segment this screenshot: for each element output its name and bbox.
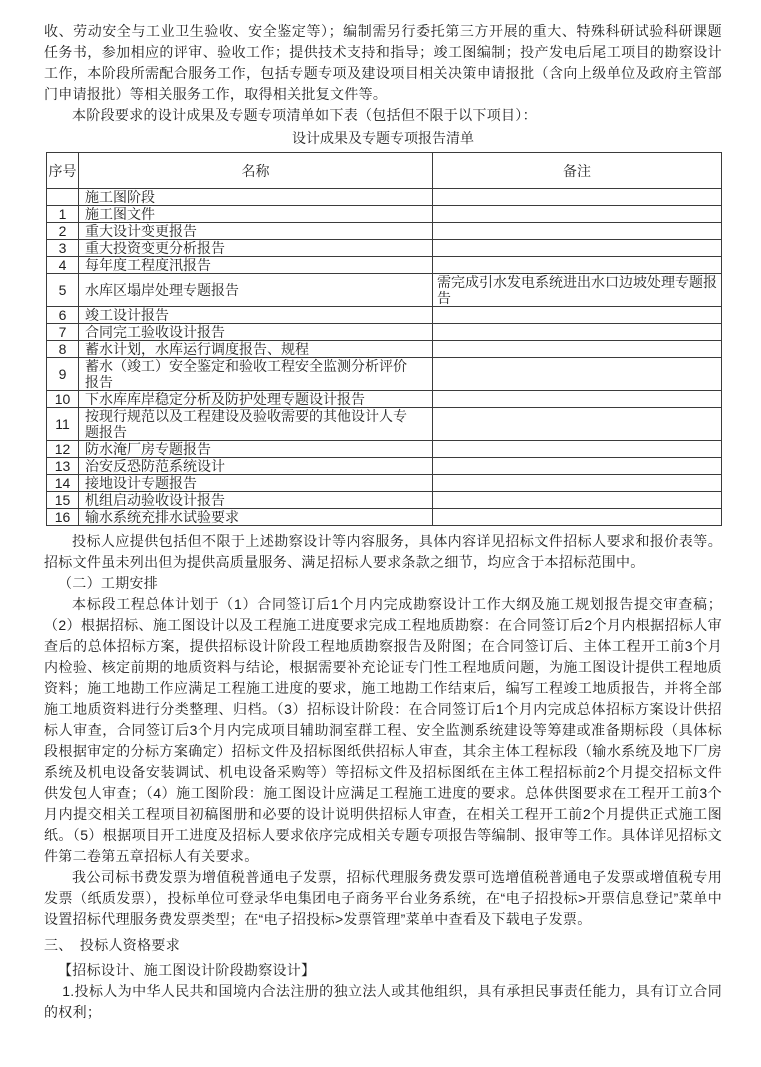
cell-report-name: 按现行规范以及工程建设及验收需要的其他设计人专题报告 (79, 408, 433, 441)
qualification-item-1: 1.投标人为中华人民共和国境内合法注册的独立法人或其他组织，具有承担民事责任能力，具有订立合同的权利； (44, 983, 722, 1020)
table-row (47, 206, 722, 223)
schedule-heading: （二）工期安排 (58, 575, 159, 591)
report-table-body (47, 189, 722, 526)
schedule-paragraph: 本标段工程总体计划于（1）合同签订后1个月内完成勘察设计工作大纲及施工规划报告提交审查稿；（2）根据招标、施工图设计以及工程施工进度要求完成工程地质勘察：在合同签订后2个月内根据招标人审查后的总体招标方案，提供招标设计阶段工程地质勘察报告及附图；在合同签订后、主体工程开工前3个月内检验、核定前期的地质资料与结论，根据需要补充论证专门性工程地质问题，为施工图设计提供工程地质资料；施工地勘工作应满足工程施工进度的要求，施工地勘工作结束后，编写工程竣工地质报告，并将全部施工地质资料进行分类整理、归档。（3）招标设计阶段：在合同签订后1个月内完成总体招标方案设计供招标人审查，合同签订后3个月内完成项目辅助洞室群工程、安全监测系统建设等筹建或准备期标段（具体标段根据审定的分标方案确定）招标文件及招标图纸供招标人审查，其余主体工程标段（输水系统及地下厂房系统及机电设备安装调试、机电设备采购等）等招标文件及招标图纸在主体工程招标前2个月提交招标文件供发包人审查；（4）施工图阶段：施工图设计应满足工程施工进度的要求。总体供图要求在工程开工前3个月内提交相关工程项目初稿图册和必要的设计说明供招标人审查，在相关工程开工前2个月提供正式施工图纸。（5）根据项目开工进度及招标人要求依序完成相关专题专项报告等编制、报审等工作。具体详见招标文件第二卷第五章招标人有关要求。 (44, 596, 722, 864)
scope-note-paragraph: 投标人应提供包括但不限于上述勘察设计等内容服务，具体内容详见招标文件招标人要求和报价表等。招标文件虽未列出但为提供高质量服务、满足招标人要求条款之细节，均应含于本招标范围中。 (44, 533, 722, 570)
table-row (47, 257, 722, 274)
intro-continuation-paragraph: 收、劳动安全与工业卫生验收、安全鉴定等）；编制需另行委托第三方开展的重大、特殊科研试验科研课题任务书，参加相应的评审、验收工作；提供技术支持和指导；竣工图编制；投产发电后尾工项目的勘察设计工作，本阶段所需配合服务工作，包括专题专项及建设项目相关决策申请报批（含向上级单位及政府主管部门申请报批）等相关服务工作，取得相关批复文件等。 (44, 23, 722, 102)
cell-serial-number: 1 (47, 206, 79, 223)
cell-report-name: 重大设计变更报告 (79, 223, 433, 240)
cell-report-name: 合同完工验收设计报告 (79, 324, 433, 341)
column-header-name: 名称 (79, 153, 433, 189)
cell-remark (433, 223, 722, 240)
cell-remark (433, 509, 722, 526)
section-heading-bidder-qualification: 三、 投标人资格要求 (44, 937, 180, 953)
cell-serial-number (47, 189, 79, 206)
cell-serial-number: 14 (47, 475, 79, 492)
cell-serial-number: 6 (47, 307, 79, 324)
cell-remark (433, 324, 722, 341)
cell-report-name: 机组启动验收设计报告 (79, 492, 433, 509)
cell-remark (433, 240, 722, 257)
table-row (47, 391, 722, 408)
cell-report-name: 蓄水（竣工）安全鉴定和验收工程安全监测分析评价报告 (79, 358, 433, 391)
cell-report-name: 竣工设计报告 (79, 307, 433, 324)
cell-remark (433, 206, 722, 223)
cell-report-name: 蓄水计划，水库运行调度报告、规程 (79, 341, 433, 358)
cell-report-name: 治安反恐防范系统设计 (79, 458, 433, 475)
cell-report-name: 施工图阶段 (79, 189, 433, 206)
cell-serial-number: 13 (47, 458, 79, 475)
qualification-stage-heading: 【招标设计、施工图设计阶段勘察设计】 (58, 962, 316, 978)
table-row (47, 189, 722, 206)
table-row (47, 408, 722, 441)
table-title: 设计成果及专题专项报告清单 (292, 130, 474, 146)
cell-serial-number: 10 (47, 391, 79, 408)
table-row (47, 324, 722, 341)
cell-remark (433, 189, 722, 206)
cell-serial-number: 2 (47, 223, 79, 240)
cell-remark (433, 391, 722, 408)
cell-remark (433, 441, 722, 458)
table-row (47, 274, 722, 307)
table-row (47, 458, 722, 475)
column-header-no: 序号 (47, 153, 79, 189)
cell-remark (433, 358, 722, 391)
cell-report-name: 下水库库岸稳定分析及防护处理专题设计报告 (79, 391, 433, 408)
cell-remark (433, 458, 722, 475)
cell-remark (433, 408, 722, 441)
cell-serial-number: 12 (47, 441, 79, 458)
cell-report-name: 重大投资变更分析报告 (79, 240, 433, 257)
cell-remark (433, 257, 722, 274)
invoice-paragraph: 我公司标书费发票为增值税普通电子发票，招标代理服务费发票可选增值税普通电子发票或增值税专用发票（纸质发票），投标单位可登录华电集团电子商务平台业务系统，在“电子招投标>开票信息登记”菜单中设置招标代理服务费发票类型；在“电子招投标>发票管理”菜单中查看及下载电子发票。 (44, 869, 722, 927)
table-row (47, 492, 722, 509)
cell-report-name: 施工图文件 (79, 206, 433, 223)
cell-serial-number: 8 (47, 341, 79, 358)
cell-report-name: 接地设计专题报告 (79, 475, 433, 492)
cell-serial-number: 15 (47, 492, 79, 509)
cell-serial-number: 9 (47, 358, 79, 391)
table-row (47, 240, 722, 257)
cell-serial-number: 3 (47, 240, 79, 257)
cell-report-name: 输水系统充排水试验要求 (79, 509, 433, 526)
table-row (47, 223, 722, 240)
table-row (47, 341, 722, 358)
cell-remark: 需完成引水发电系统进出水口边坡处理专题报告 (433, 274, 722, 307)
cell-report-name: 每年度工程度汛报告 (79, 257, 433, 274)
cell-remark (433, 307, 722, 324)
list-note-paragraph: 本阶段要求的设计成果及专题专项清单如下表（包括但不限于以下项目）： (72, 107, 537, 123)
table-row (47, 509, 722, 526)
cell-remark (433, 341, 722, 358)
column-header-remark: 备注 (433, 153, 722, 189)
cell-serial-number: 16 (47, 509, 79, 526)
table-row (47, 475, 722, 492)
cell-serial-number: 11 (47, 408, 79, 441)
table-header-row (47, 153, 722, 189)
cell-serial-number: 4 (47, 257, 79, 274)
cell-remark (433, 475, 722, 492)
table-row (47, 358, 722, 391)
table-row (47, 441, 722, 458)
report-table (46, 152, 722, 526)
cell-serial-number: 7 (47, 324, 79, 341)
cell-serial-number: 5 (47, 274, 79, 307)
cell-report-name: 防水淹厂房专题报告 (79, 441, 433, 458)
cell-remark (433, 492, 722, 509)
table-row (47, 307, 722, 324)
cell-report-name: 水库区塌岸处理专题报告 (79, 274, 433, 307)
